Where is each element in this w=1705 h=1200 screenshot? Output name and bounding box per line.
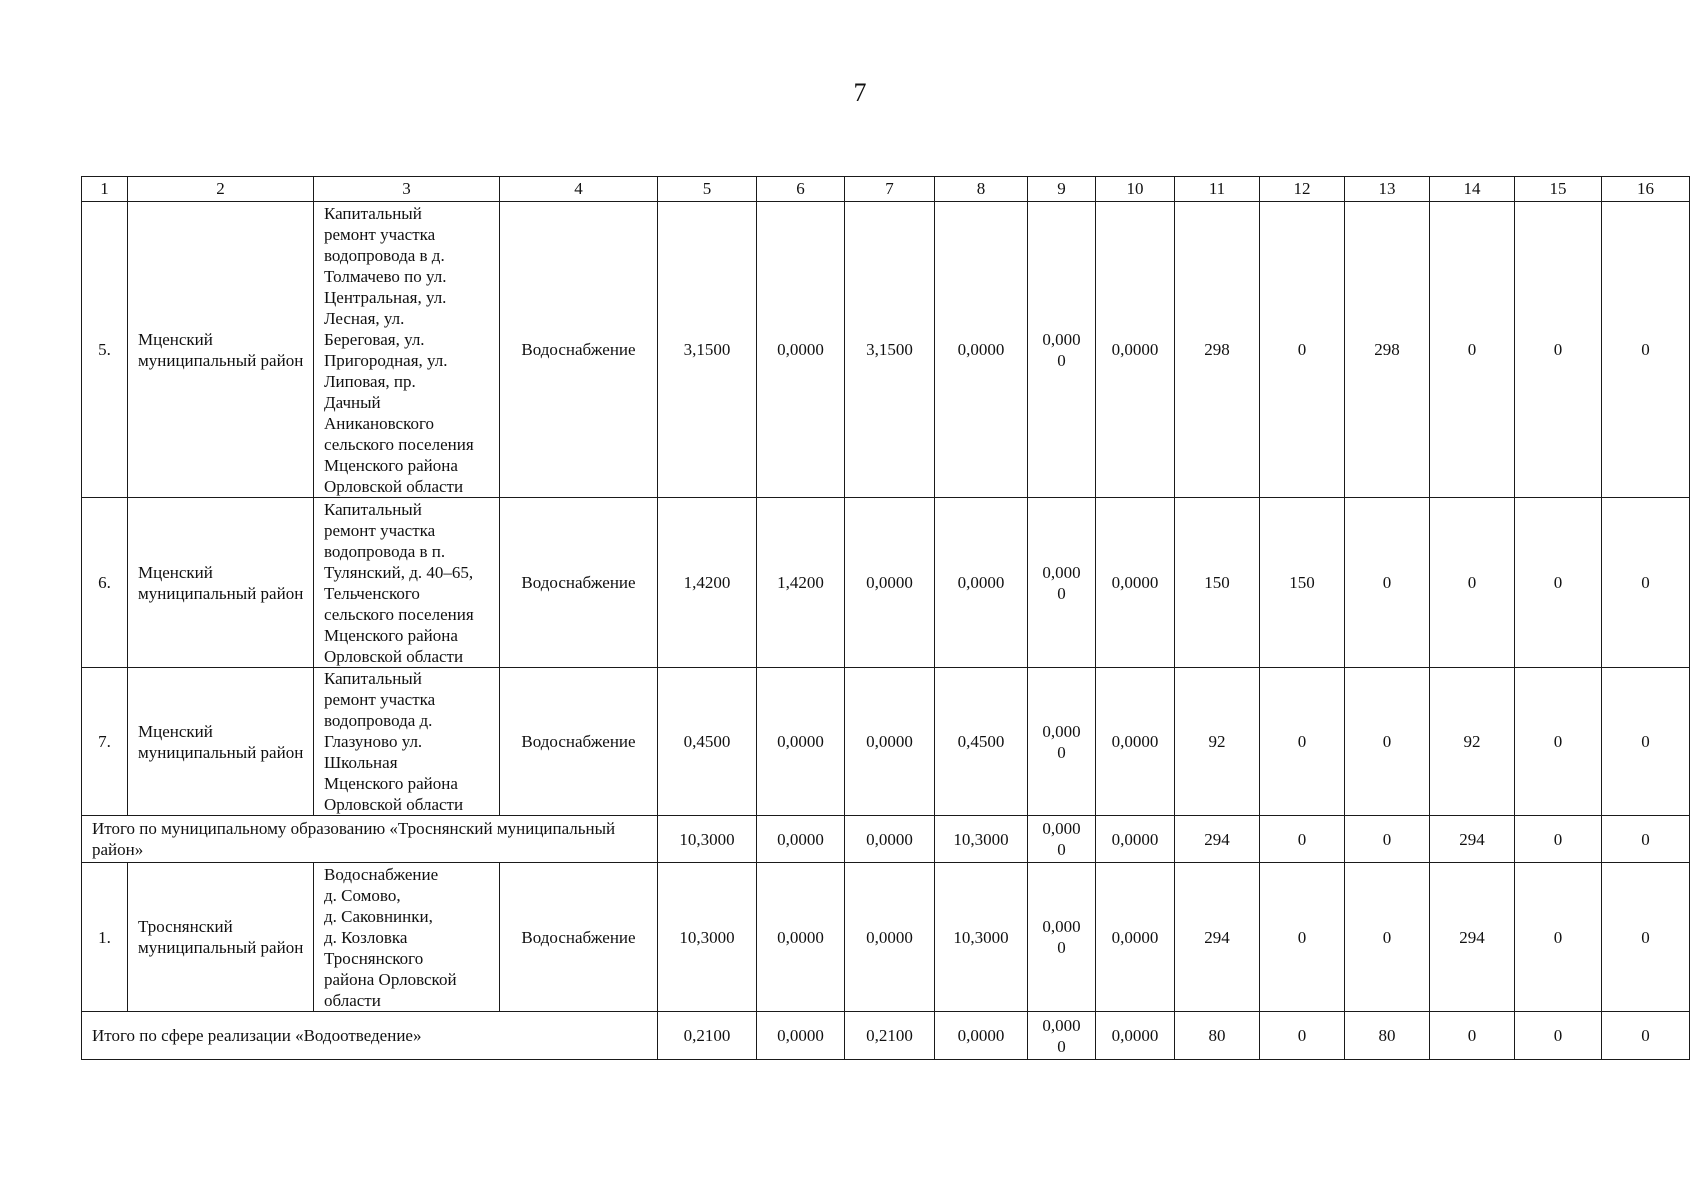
column-number: 2 xyxy=(128,177,314,202)
value-cell: 0,0000 xyxy=(935,1012,1028,1060)
value-cell: 0,0000 xyxy=(1096,816,1175,863)
column-number: 12 xyxy=(1260,177,1345,202)
column-number: 11 xyxy=(1175,177,1260,202)
value-cell: 0,2100 xyxy=(658,1012,757,1060)
value-cell: 10,3000 xyxy=(658,816,757,863)
value-cell: 294 xyxy=(1175,863,1260,1012)
column-number: 13 xyxy=(1345,177,1430,202)
value-cell: 0,4500 xyxy=(658,668,757,816)
value-cell: 0 xyxy=(1515,1012,1602,1060)
column-number: 10 xyxy=(1096,177,1175,202)
column-number: 6 xyxy=(757,177,845,202)
value-cell: 298 xyxy=(1175,202,1260,498)
district-cell: Мценский муниципальный район xyxy=(128,498,314,668)
value-cell: 0,0000 xyxy=(757,668,845,816)
value-cell: 0 xyxy=(1345,863,1430,1012)
column-number: 8 xyxy=(935,177,1028,202)
value-cell: 294 xyxy=(1430,816,1515,863)
row-number: 1. xyxy=(82,863,128,1012)
value-cell: 1,4200 xyxy=(757,498,845,668)
value-cell: 0 xyxy=(1602,1012,1690,1060)
value-cell: 294 xyxy=(1430,863,1515,1012)
value-cell: 1,4200 xyxy=(658,498,757,668)
value-cell: 0,0000 xyxy=(1096,668,1175,816)
column-number: 14 xyxy=(1430,177,1515,202)
sphere-cell: Водоснабжение xyxy=(500,202,658,498)
value-cell: 0 xyxy=(1602,816,1690,863)
value-cell: 0,0000 xyxy=(935,498,1028,668)
value-cell: 0,2100 xyxy=(845,1012,935,1060)
row-number: 6. xyxy=(82,498,128,668)
value-cell: 0,000 0 xyxy=(1028,202,1096,498)
district-cell: Мценский муниципальный район xyxy=(128,668,314,816)
table-row xyxy=(82,863,1690,1012)
row-number: 7. xyxy=(82,668,128,816)
value-cell: 0,0000 xyxy=(1096,1012,1175,1060)
object-description-cell: Капитальный ремонт участка водопровода в п. Тулянский, д. 40–65, Тельченского сельского поселения Мценского района Орловской области xyxy=(314,498,500,668)
value-cell: 0 xyxy=(1515,498,1602,668)
subtotal-row xyxy=(82,816,1690,863)
value-cell: 0 xyxy=(1260,202,1345,498)
value-cell: 0,0000 xyxy=(845,863,935,1012)
row-number: 5. xyxy=(82,202,128,498)
column-number: 7 xyxy=(845,177,935,202)
value-cell: 0 xyxy=(1602,863,1690,1012)
value-cell: 298 xyxy=(1345,202,1430,498)
value-cell: 3,1500 xyxy=(658,202,757,498)
page-number: 7 xyxy=(853,78,867,107)
value-cell: 0,0000 xyxy=(935,202,1028,498)
total-row xyxy=(82,1012,1690,1060)
value-cell: 0 xyxy=(1430,1012,1515,1060)
column-number: 1 xyxy=(82,177,128,202)
object-description-cell: Водоснабжение д. Сомово, д. Саковнинки, д. Козловка Троснянского района Орловской области xyxy=(314,863,500,1012)
value-cell: 294 xyxy=(1175,816,1260,863)
value-cell: 150 xyxy=(1175,498,1260,668)
object-description-cell: Капитальный ремонт участка водопровода в д. Толмачево по ул. Центральная, ул. Лесная, ул. Береговая, ул. Пригородная, ул. Липовая, пр. Дачный Аникановского сельского поселения Мценского района Орловской области xyxy=(314,202,500,498)
value-cell: 0,0000 xyxy=(845,816,935,863)
value-cell: 10,3000 xyxy=(658,863,757,1012)
value-cell: 150 xyxy=(1260,498,1345,668)
value-cell: 0,0000 xyxy=(1096,498,1175,668)
value-cell: 0,0000 xyxy=(845,498,935,668)
district-cell: Троснянский муниципальный район xyxy=(128,863,314,1012)
value-cell: 0,000 0 xyxy=(1028,816,1096,863)
value-cell: 0 xyxy=(1345,498,1430,668)
value-cell: 0,0000 xyxy=(1096,202,1175,498)
value-cell: 0 xyxy=(1260,1012,1345,1060)
object-description-cell: Капитальный ремонт участка водопровода д. Глазуново ул. Школьная Мценского района Орловской области xyxy=(314,668,500,816)
value-cell: 92 xyxy=(1430,668,1515,816)
value-cell: 0 xyxy=(1602,668,1690,816)
value-cell: 0 xyxy=(1515,668,1602,816)
value-cell: 80 xyxy=(1345,1012,1430,1060)
sphere-cell: Водоснабжение xyxy=(500,668,658,816)
subtotal-label: Итого по муниципальному образованию «Троснянский муниципальный район» xyxy=(82,816,658,863)
column-number: 9 xyxy=(1028,177,1096,202)
sphere-cell: Водоснабжение xyxy=(500,498,658,668)
value-cell: 10,3000 xyxy=(935,863,1028,1012)
value-cell: 0,0000 xyxy=(757,1012,845,1060)
value-cell: 0,000 0 xyxy=(1028,863,1096,1012)
district-cell: Мценский муниципальный район xyxy=(128,202,314,498)
investment-program-table xyxy=(81,176,1690,1060)
value-cell: 0 xyxy=(1260,816,1345,863)
value-cell: 3,1500 xyxy=(845,202,935,498)
value-cell: 0 xyxy=(1602,498,1690,668)
value-cell: 0 xyxy=(1430,202,1515,498)
value-cell: 0 xyxy=(1602,202,1690,498)
value-cell: 80 xyxy=(1175,1012,1260,1060)
value-cell: 0,0000 xyxy=(1096,863,1175,1012)
value-cell: 0,0000 xyxy=(757,863,845,1012)
table-row xyxy=(82,668,1690,816)
value-cell: 0,0000 xyxy=(757,202,845,498)
value-cell: 0 xyxy=(1345,816,1430,863)
value-cell: 0 xyxy=(1345,668,1430,816)
value-cell: 0,4500 xyxy=(935,668,1028,816)
value-cell: 0 xyxy=(1515,202,1602,498)
value-cell: 0 xyxy=(1515,863,1602,1012)
value-cell: 0 xyxy=(1430,498,1515,668)
value-cell: 0 xyxy=(1260,863,1345,1012)
sphere-cell: Водоснабжение xyxy=(500,863,658,1012)
column-number: 15 xyxy=(1515,177,1602,202)
value-cell: 0,000 0 xyxy=(1028,498,1096,668)
value-cell: 0 xyxy=(1260,668,1345,816)
column-number: 3 xyxy=(314,177,500,202)
column-number: 5 xyxy=(658,177,757,202)
value-cell: 0,0000 xyxy=(845,668,935,816)
value-cell: 10,3000 xyxy=(935,816,1028,863)
value-cell: 0,0000 xyxy=(757,816,845,863)
value-cell: 0,000 0 xyxy=(1028,1012,1096,1060)
table-row xyxy=(82,498,1690,668)
column-number: 4 xyxy=(500,177,658,202)
value-cell: 92 xyxy=(1175,668,1260,816)
column-number: 16 xyxy=(1602,177,1690,202)
value-cell: 0,000 0 xyxy=(1028,668,1096,816)
column-number-row xyxy=(82,177,1690,202)
total-label: Итого по сфере реализации «Водоотведение» xyxy=(82,1012,658,1060)
value-cell: 0 xyxy=(1515,816,1602,863)
table-row xyxy=(82,202,1690,498)
